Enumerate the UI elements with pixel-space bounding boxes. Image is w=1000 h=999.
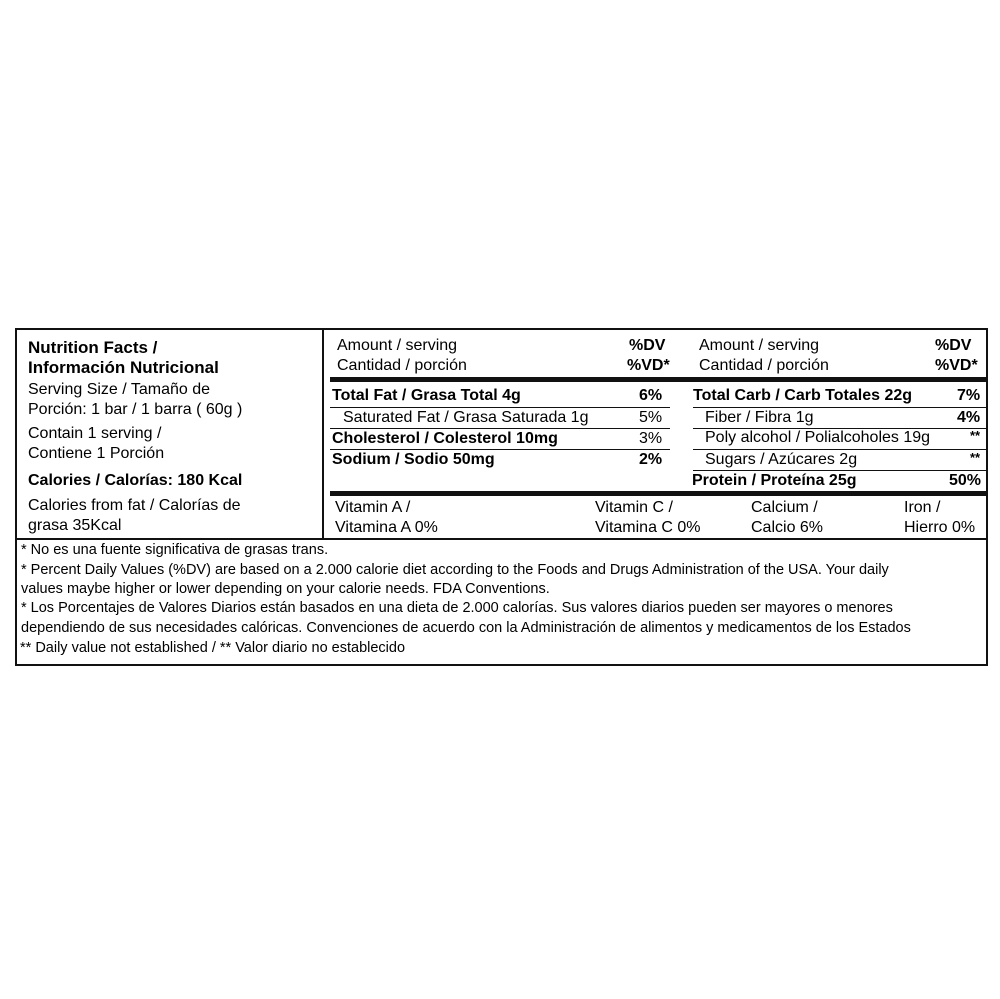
vd-header-right: %VD* [935, 357, 978, 374]
dv-cholesterol: 3% [639, 430, 663, 447]
header-thick-rule [330, 377, 986, 382]
calcium-line-2: Calcio 6% [751, 519, 824, 536]
footnote-trans-fat: * No es una fuente significativa de grasas trans. [21, 542, 329, 558]
amount-header-es-left: Cantidad / porción [337, 357, 467, 374]
footnote-dv-es-line-1: * Los Porcentajes de Valores Diarios están basados en una dieta de 2.000 calorías. Sus valores diarios pueden ser mayores o menores [21, 600, 893, 616]
dv-total-fat: 6% [639, 387, 663, 404]
dv-sodium: 2% [639, 451, 663, 468]
serving-size-line-1: Serving Size / Tamaño de [28, 381, 211, 398]
nutrient-poly-alcohol: Poly alcohol / Polialcoholes 19g [705, 429, 931, 446]
amount-header-en-left: Amount / serving [337, 337, 458, 354]
nutrient-fiber: Fiber / Fibra 1g [705, 409, 814, 426]
dv-header-right: %DV [935, 337, 972, 354]
nutrient-sugars: Sugars / Azúcares 2g [705, 451, 858, 468]
fat-calories-line-2: grasa 35Kcal [28, 517, 122, 534]
nutrient-saturated-fat: Saturated Fat / Grasa Saturada 1g [343, 409, 589, 426]
servings-line-2: Contiene 1 Porción [28, 445, 165, 462]
serving-size-line-2: Porción: 1 bar / 1 barra ( 60g ) [28, 401, 243, 418]
nutrient-cholesterol: Cholesterol / Colesterol 10mg [332, 430, 558, 447]
dv-saturated-fat: 5% [639, 409, 663, 426]
dv-poly-alcohol: ** [970, 428, 981, 443]
nutrient-protein: Protein / Proteína 25g [692, 472, 857, 489]
nutrition-label [15, 328, 988, 666]
footnote-dv-en-line-2: values maybe higher or lower depending on your calorie needs. FDA Conventions. [21, 581, 550, 597]
fat-calories-line-1: Calories from fat / Calorías de [28, 497, 241, 514]
column-divider [322, 330, 324, 538]
title-es: Información Nutricional [28, 358, 219, 377]
calories: Calories / Calorías: 180 Kcal [28, 472, 243, 489]
dv-header-left: %DV [629, 337, 666, 354]
iron-line-2: Hierro 0% [904, 519, 976, 536]
vd-header-left: %VD* [627, 357, 670, 374]
vitamin-a-line-1: Vitamin A / [335, 499, 411, 516]
footnote-dv-es-line-2: dependiendo de sus necesidades calóricas. Convenciones de acuerdo con la Administración de alimentos y medicamentos de los Estados [21, 620, 911, 636]
vitamin-c-line-2: Vitamina C 0% [595, 519, 701, 536]
nutrient-total-carb: Total Carb / Carb Totales 22g [693, 387, 913, 404]
amount-header-es-right: Cantidad / porción [699, 357, 829, 374]
vitamin-c-line-1: Vitamin C / [595, 499, 673, 516]
vitamin-a-line-2: Vitamina A 0% [335, 519, 438, 536]
title-en: Nutrition Facts / [28, 338, 158, 357]
iron-line-1: Iron / [904, 499, 941, 516]
amount-header-en-right: Amount / serving [699, 337, 820, 354]
dv-fiber: 4% [957, 409, 981, 426]
calcium-line-1: Calcium / [751, 499, 818, 516]
dv-total-carb: 7% [957, 387, 981, 404]
dv-protein: 50% [949, 472, 982, 489]
footnote-not-established: ** Daily value not established / ** Valor diario no establecido [20, 640, 406, 656]
servings-line-1: Contain 1 serving / [28, 425, 162, 442]
vitamins-thick-rule [330, 491, 986, 496]
nutrient-sodium: Sodium / Sodio 50mg [332, 451, 495, 468]
footnotes-rule [17, 538, 988, 540]
footnote-dv-en-line-1: * Percent Daily Values (%DV) are based on a 2.000 calorie diet according to the Foods and Drugs Administration of the USA. Your daily [21, 562, 889, 578]
nutrient-total-fat: Total Fat / Grasa Total 4g [332, 387, 521, 404]
dv-sugars: ** [970, 450, 981, 465]
